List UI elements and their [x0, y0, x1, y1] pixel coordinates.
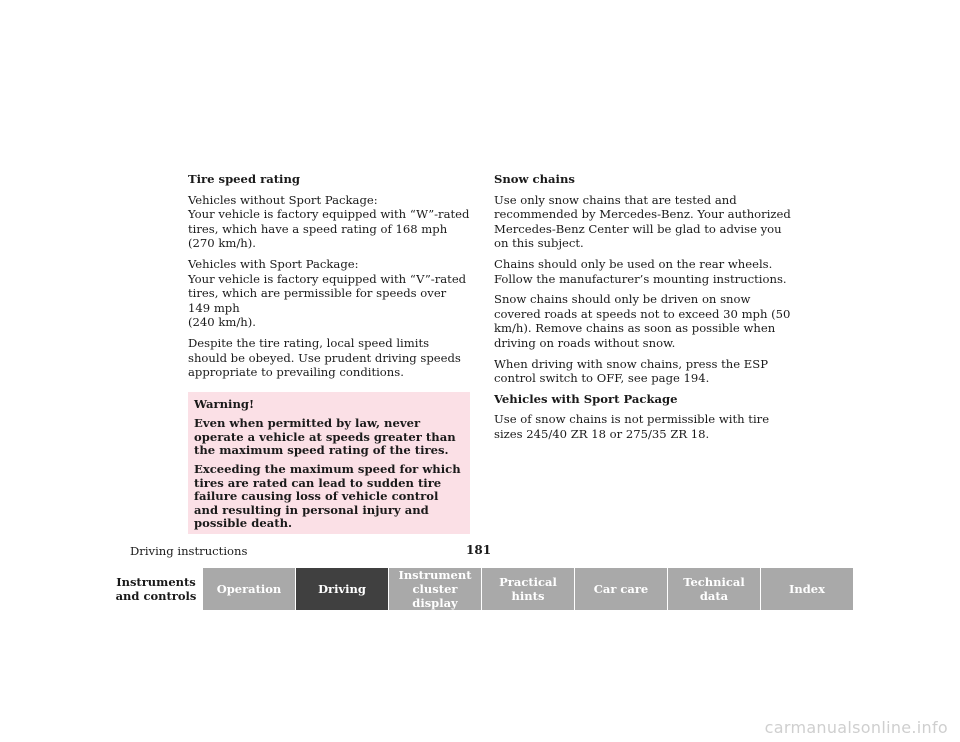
- warning-paragraph-1: Even when permitted by law, never operate a vehicle at speeds greater than the maximum speed rating of the tires.: [194, 416, 456, 457]
- tab-instrument-cluster-display[interactable]: [389, 568, 481, 610]
- paragraph-esp-switch: When driving with snow chains, press the ESP control switch to OFF, see page 194.: [494, 356, 769, 386]
- tab-operation[interactable]: [203, 568, 295, 610]
- tab-index[interactable]: [761, 568, 853, 610]
- tab-label: Instrument cluster display: [398, 568, 472, 610]
- tab-label: Operation: [216, 582, 282, 596]
- tab-label: Index: [789, 582, 825, 596]
- paragraph-rear-wheels: Chains should only be used on the rear wheels. Follow the manufacturer’s mounting instructions.: [494, 256, 787, 286]
- left-column: [188, 172, 470, 534]
- chapter-nav: [110, 568, 854, 610]
- right-column: [494, 172, 794, 448]
- paragraph-no-sport: Vehicles without Sport Package: Your vehicle is factory equipped with “W”-rated tires, which have a speed rating of 168 mph (270 km/h).: [188, 192, 470, 251]
- paragraph-snow-roads: Snow chains should only be driven on snow covered roads at speeds not to exceed 30 mph (50 km/h). Remove chains as soon as possible when driving on roads without snow.: [494, 292, 791, 350]
- tab-car-care[interactable]: [575, 568, 667, 610]
- warning-paragraph-2: Exceeding the maximum speed for which tires are rated can lead to sudden tire failure causing loss of vehicle control and resulting in personal injury and possible death.: [194, 462, 461, 530]
- tab-label: Car care: [593, 582, 649, 596]
- paragraph-sport: Vehicles with Sport Package: Your vehicle is factory equipped with “V”-rated tires, which are permissible for speeds over 149 mph (240 km/h).: [188, 256, 467, 330]
- paragraph-tire-sizes: Use of snow chains is not permissible with tire sizes 245/40 ZR 18 or 275/35 ZR 18.: [494, 412, 770, 441]
- warning-title: Warning!: [194, 396, 255, 411]
- tab-label: Practical hints: [499, 575, 557, 603]
- tire-speed-heading: Tire speed rating: [188, 172, 300, 186]
- tab-label: Driving: [318, 582, 366, 596]
- snow-chains-heading: Snow chains: [494, 172, 575, 186]
- warning-box: [188, 392, 470, 535]
- watermark: carmanualsonline.info: [764, 718, 948, 737]
- section-title: Driving instructions: [130, 544, 248, 558]
- paragraph-tested-chains: Use only snow chains that are tested and recommended by Mercedes-Benz. Your authorized Mercedes-Benz Center will be glad to advise you on this subject.: [494, 192, 791, 251]
- tab-label: Instruments and controls: [115, 575, 197, 603]
- tab-instruments-and-controls[interactable]: [110, 568, 202, 610]
- tab-technical-data[interactable]: [668, 568, 760, 610]
- paragraph-speed-limits: Despite the tire rating, local speed limits should be obeyed. Use prudent driving speeds appropriate to prevailing conditions.: [188, 335, 461, 380]
- sport-package-subheading: Vehicles with Sport Package: [494, 391, 678, 406]
- page-number: 181: [466, 543, 492, 557]
- tab-practical-hints[interactable]: [482, 568, 574, 610]
- tab-label: Technical data: [683, 575, 745, 603]
- tab-driving[interactable]: [296, 568, 388, 610]
